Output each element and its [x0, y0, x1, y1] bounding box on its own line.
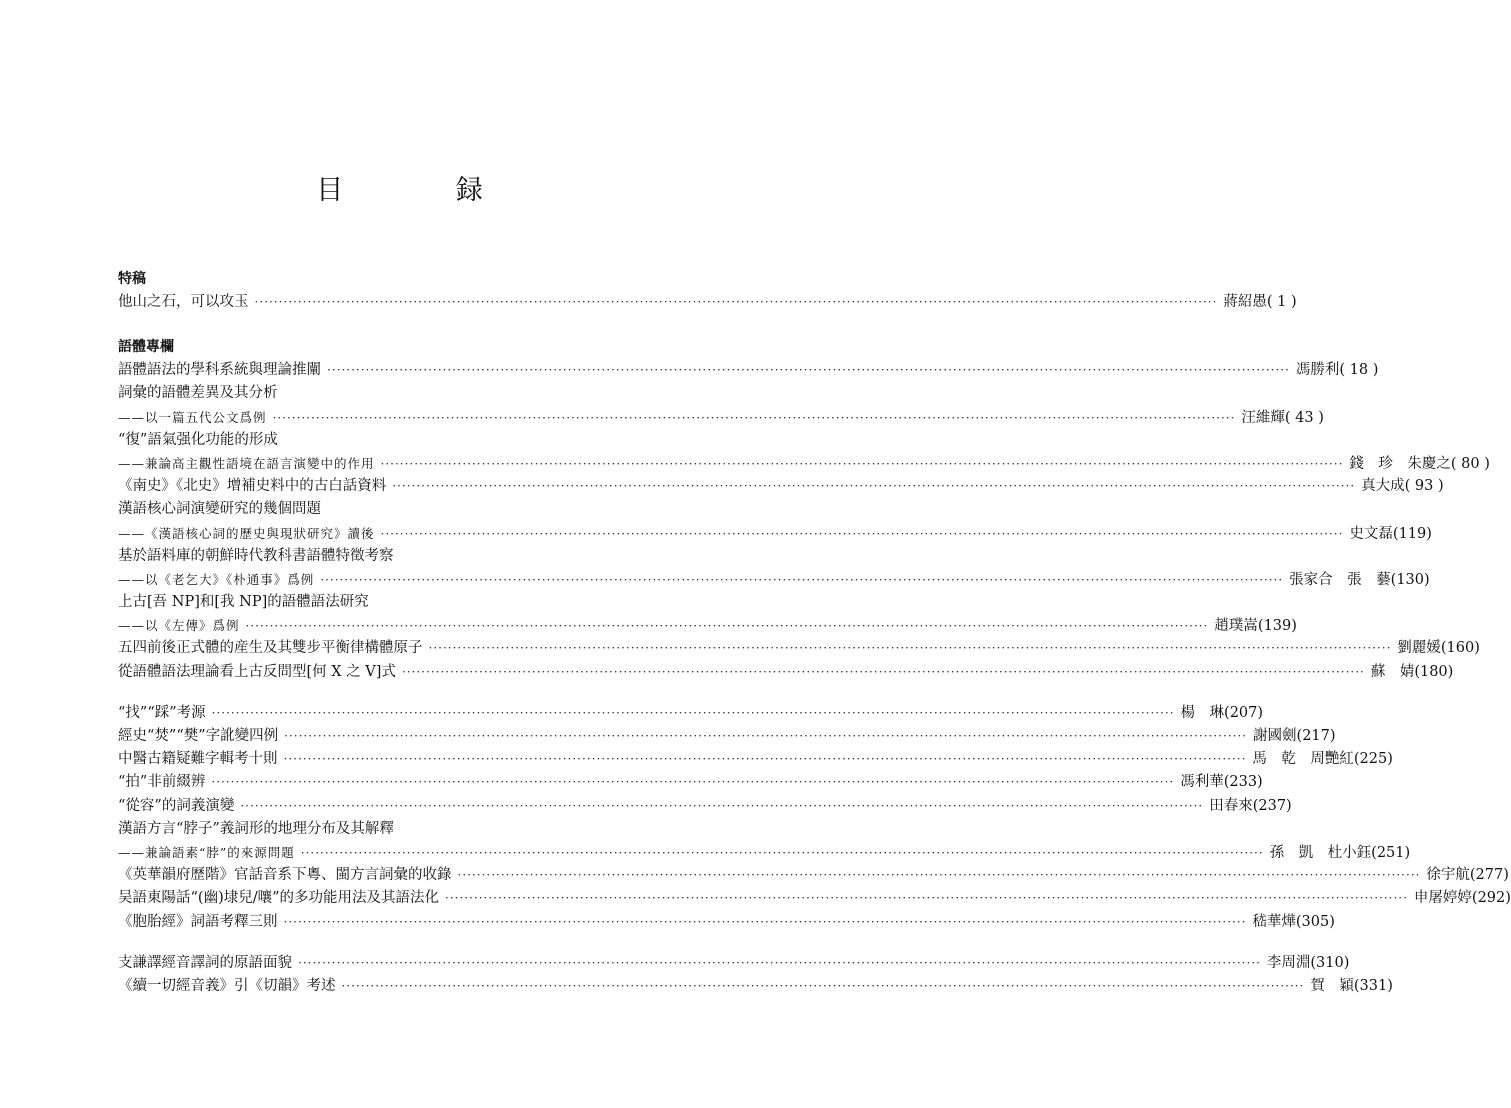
dot-leader: ········································································································································································································: [401, 664, 1365, 679]
section-gap: [118, 934, 719, 952]
entry-author: 錢 珍 朱慶之: [1349, 455, 1451, 472]
toc-entry: [118, 591, 719, 614]
dot-leader: ········································································································································································································: [445, 891, 1408, 906]
toc-entry: [118, 359, 1379, 382]
dot-leader: ········································································································································································································: [392, 479, 1356, 494]
entry-page: (233): [1223, 774, 1263, 791]
entry-page: (310): [1310, 954, 1350, 971]
entry-title: 上古[吾 NP]和[我 NP]的語體語法研究: [118, 594, 369, 611]
entry-page: (305): [1295, 913, 1335, 930]
toc-entry: [118, 406, 1324, 429]
entry-page: (119): [1392, 525, 1432, 542]
entry-page: (237): [1252, 797, 1292, 814]
entry-page: ( 80 ): [1450, 455, 1490, 472]
entry-title: 吴語東陽話“(幽)埭兒/嚷”的多功能用法及其語法化: [118, 890, 440, 907]
entry-author: 汪維輝: [1241, 409, 1285, 426]
dot-leader: ········································································································································································································: [457, 868, 1421, 883]
entry-title: 支謙譯經音譯詞的原語面貌: [118, 954, 292, 971]
entry-author: 田春來: [1209, 797, 1253, 814]
entry-author: 楊 琳: [1180, 704, 1225, 721]
dot-leader: ········································································································································································································: [380, 456, 1344, 471]
toc-entry: [118, 702, 1264, 725]
entry-title: 詞彙的語體差異及其分析: [118, 385, 278, 402]
table-of-contents: [118, 268, 1511, 998]
entry-page: (180): [1414, 663, 1454, 680]
toc-entry: [118, 568, 1430, 591]
entry-author: 史文磊: [1349, 525, 1393, 542]
entry-author: 蘇 婧: [1370, 663, 1415, 680]
toc-entry: [118, 864, 1509, 887]
entry-title: 《胞胎經》詞語考釋三則: [118, 913, 278, 930]
toc-entry: [118, 841, 1411, 864]
section-heading: 特稿: [118, 271, 146, 287]
entry-title: ——以一篇五代公文爲例: [118, 409, 267, 425]
entry-page: (139): [1257, 618, 1297, 635]
toc-entry: [118, 637, 1480, 660]
dot-leader: ········································································································································································································: [320, 572, 1284, 587]
entry-title: 《南史》《北史》增補史料中的古白話資料: [118, 478, 387, 495]
entry-title: ——兼論語素“脖”的來源問題: [118, 844, 295, 860]
toc-entry: [118, 661, 1454, 684]
entry-title: ——《漢語核心詞的歷史與現狀研究》讀後: [118, 525, 375, 541]
entry-title: 《英華韻府歷階》官話音系下粵、閩方言詞彙的收錄: [118, 867, 452, 884]
page-title: 目 録: [316, 175, 535, 206]
dot-leader: ········································································································································································································: [211, 775, 1175, 790]
dot-leader: ········································································································································································································: [327, 363, 1290, 378]
toc-entry: [118, 498, 719, 521]
entry-title: 從語體語法理論看上古反問型[何 X 之 V]式: [118, 663, 396, 680]
entry-author: 徐宇航: [1426, 867, 1470, 884]
entry-author: 申屠婷婷: [1413, 890, 1472, 907]
entry-author: 蔣紹愚: [1223, 294, 1267, 310]
entry-page: (251): [1371, 844, 1411, 861]
toc-entry: [118, 748, 1393, 771]
toc-entry: [118, 291, 1297, 314]
entry-page: ( 18 ): [1339, 362, 1379, 379]
toc-entry: [118, 382, 719, 405]
entry-author: 真大成: [1361, 478, 1405, 495]
dot-leader: ········································································································································································································: [240, 798, 1204, 813]
entry-title: ——兼論高主觀性語境在語言演變中的作用: [118, 455, 375, 471]
entry-author: 謝國劍: [1253, 728, 1297, 744]
toc-entry: [118, 887, 1511, 910]
entry-title: ——以《左傳》爲例: [118, 618, 240, 634]
dot-leader: ········································································································································································································: [284, 729, 1248, 743]
toc-entry: [118, 771, 1263, 794]
dot-leader: ········································································································································································································: [283, 914, 1247, 929]
entry-page: (160): [1440, 640, 1480, 657]
entry-page: (130): [1390, 571, 1430, 588]
entry-author: 孫 凱 杜小鈺: [1269, 844, 1372, 861]
dot-leader: ········································································································································································································: [272, 410, 1236, 425]
toc-entry: [118, 429, 719, 452]
toc-entry: [118, 952, 1350, 975]
dot-leader: ········································································································································································································: [245, 619, 1209, 634]
entry-title: “復”語氣强化功能的形成: [118, 431, 278, 448]
dot-leader: ········································································································································································································: [341, 978, 1305, 993]
entry-title: 五四前後正式體的産生及其雙步平衡律構體原子: [118, 640, 423, 657]
entry-title: 漢語方言“脖子”義詞形的地理分布及其解釋: [118, 820, 394, 837]
entry-page: (225): [1353, 751, 1393, 768]
toc-entry: [118, 452, 1490, 475]
dot-leader: ········································································································································································································: [428, 641, 1392, 656]
section-gap: [118, 684, 719, 702]
entry-author: 李周淵: [1266, 954, 1311, 971]
entry-title: 他山之石，可以攻玉: [118, 294, 249, 310]
entry-author: 趙璞嵩: [1214, 618, 1258, 635]
toc-entry: [118, 911, 1335, 934]
entry-page: ( 93 ): [1404, 478, 1444, 495]
entry-page: (217): [1296, 728, 1336, 744]
entry-title: ——以《老乞大》《朴通事》爲例: [118, 571, 315, 587]
entry-page: (331): [1353, 977, 1393, 994]
dot-leader: ········································································································································································································: [283, 752, 1247, 767]
entry-page: ( 1 ): [1266, 294, 1297, 310]
entry-page: (207): [1224, 704, 1264, 721]
entry-title: “找”“踩”考源: [118, 704, 206, 721]
dot-leader: ········································································································································································································: [298, 955, 1261, 970]
toc-entry: [118, 975, 1393, 998]
toc-entry: [118, 522, 1432, 545]
entry-page: ( 43 ): [1284, 409, 1324, 426]
entry-author: 嵇華燁: [1252, 913, 1296, 930]
entry-title: 語體語法的學科系統與理論推闡: [118, 362, 321, 379]
dot-leader: ········································································································································································································: [300, 845, 1264, 860]
entry-title: “從容”的詞義演變: [118, 797, 235, 814]
entry-page: (292): [1471, 890, 1511, 907]
section-gap: [118, 314, 719, 336]
entry-title: 漢語核心詞演變研究的幾個問題: [118, 501, 321, 518]
section-heading: 語體專欄: [118, 339, 174, 356]
toc-entry: [118, 545, 719, 568]
entry-author: 賀 穎: [1310, 977, 1354, 994]
entry-title: 《續一切經音義》引《切韻》考述: [118, 977, 336, 994]
toc-entry: [118, 475, 1444, 498]
dot-leader: ········································································································································································································: [380, 526, 1344, 541]
entry-title: “拍”非前綴辨: [118, 774, 206, 791]
dot-leader: ········································································································································································································: [254, 295, 1218, 309]
toc-entry: [118, 795, 1292, 818]
entry-title: 中醫古籍疑難字輯考十則: [118, 751, 278, 768]
entry-author: 張家合 張 藝: [1289, 571, 1391, 588]
dot-leader: ········································································································································································································: [211, 705, 1175, 720]
entry-author: 馬 乾 周艷紅: [1252, 751, 1354, 768]
entry-author: 馮勝利: [1295, 362, 1340, 379]
entry-page: (277): [1469, 867, 1509, 884]
toc-entry: [118, 725, 1336, 748]
entry-author: 馮利華: [1180, 774, 1224, 791]
entry-author: 劉麗媛: [1397, 640, 1441, 657]
entry-title: 基於語料庫的朝鮮時代教科書語體特徵考察: [118, 547, 394, 564]
toc-entry: [118, 614, 1297, 637]
entry-title: 經史“焚”“樊”字訛變四例: [118, 728, 279, 744]
toc-entry: [118, 818, 719, 841]
